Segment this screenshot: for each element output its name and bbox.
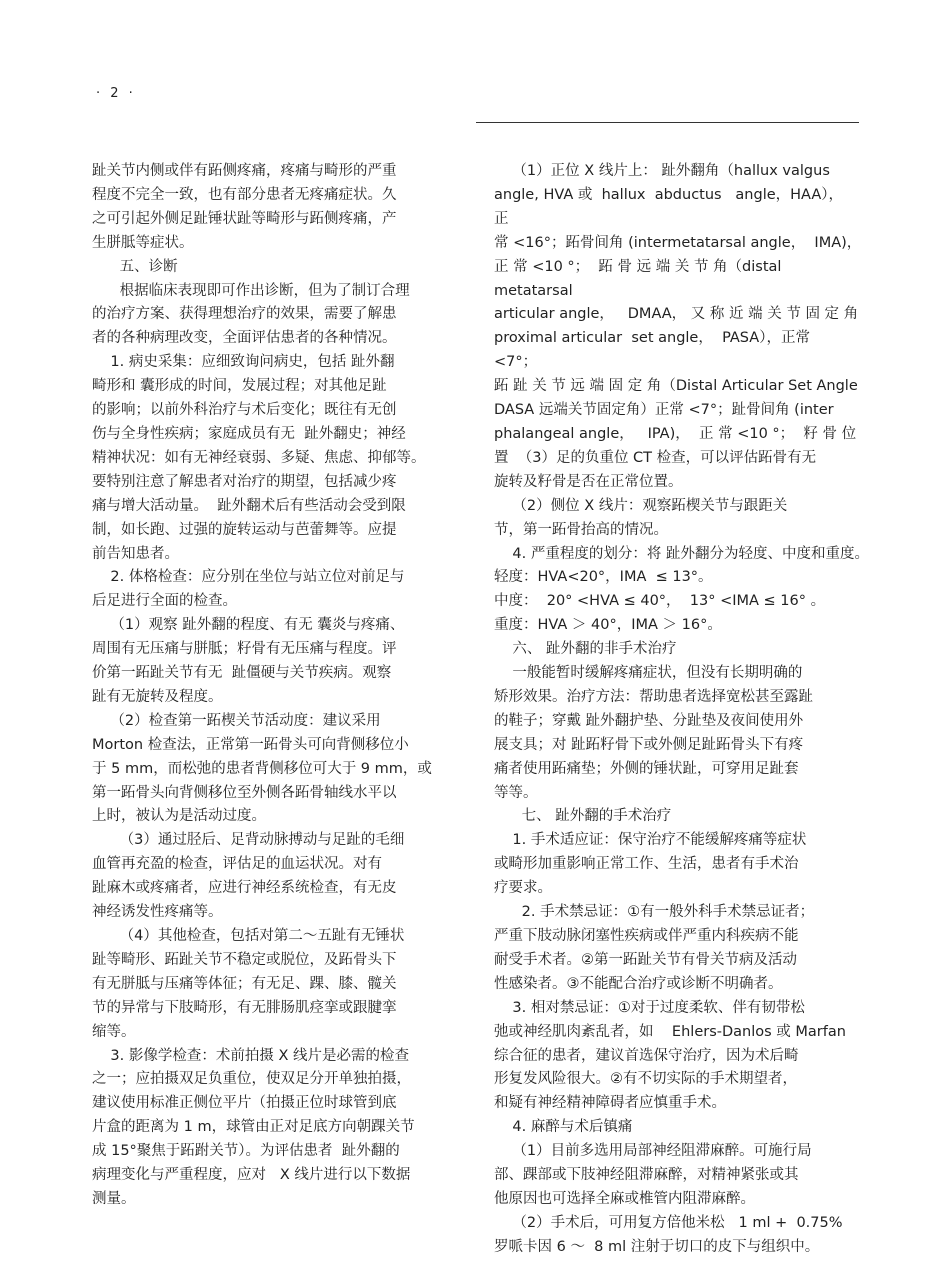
text-line: 测量。 xyxy=(92,1190,136,1207)
text-line: 要特别注意了解患者对治疗的期望，包括减少疼 xyxy=(92,473,397,490)
text-line: 4. 麻醉与术后镇痛 xyxy=(494,1119,633,1136)
text-line: 跖 趾 关 节 远 端 固 定 角（Distal Articular Set Angle xyxy=(494,378,858,395)
text-line: 趾关节内侧或伴有跖侧疼痛，疼痛与畸形的严重 xyxy=(92,163,397,179)
text-line: （1）目前多选用局部神经阻滞麻醉。可施行局 xyxy=(494,1143,812,1160)
text-line: 疗要求。 xyxy=(494,880,552,897)
text-line: 旋转及籽骨是否在正常位置。 xyxy=(494,473,683,490)
text-line: （1）正位 X 线片上： 趾外翻角（hallux valgus xyxy=(494,163,830,179)
text-line: 综合征的患者，建议首选保守治疗，因为术后畸 xyxy=(494,1047,799,1064)
text-line: DASA 远端关节固定角）正常 <7°；趾骨间角 (inter xyxy=(494,402,834,419)
text-line: 罗哌卡因 6 ～ 8 ml 注射于切口的皮下与组织中。 xyxy=(494,1238,820,1255)
text-line: 周围有无压痛与胼胝；籽骨有无压痛与程度。评 xyxy=(92,641,397,658)
text-line: 矫形效果。治疗方法：帮助患者选择宽松甚至露趾 xyxy=(494,688,813,705)
text-line: 后足进行全面的检查。 xyxy=(92,593,237,610)
text-line: 的影响；以前外科治疗与术后变化；既往有无创 xyxy=(92,402,397,419)
text-line: 缩等。 xyxy=(92,1023,136,1040)
text-line: 性感染者。③不能配合治疗或诊断不明确者。 xyxy=(494,975,783,992)
left-column xyxy=(92,160,468,1212)
text-line: angle, HVA 或 hallux abductus angle，HAA）， xyxy=(494,186,844,203)
text-line: Morton 检查法，正常第一跖骨头可向背侧移位小 xyxy=(92,736,409,753)
text-line: 病理变化与严重程度，应对 X 线片进行以下数据 xyxy=(92,1167,411,1184)
text-line: （2）检查第一跖楔关节活动度：建议采用 xyxy=(92,712,381,729)
text-line: 前告知患者。 xyxy=(92,545,179,562)
text-line: 1. 病史采集：应细致询问病史，包括 趾外翻 xyxy=(92,354,395,371)
text-line: 趾麻木或疼痛者，应进行神经系统检查，有无皮 xyxy=(92,880,397,897)
text-line: 节，第一跖骨抬高的情况。 xyxy=(494,521,668,538)
text-line: 正 xyxy=(494,210,509,227)
text-line: （2）手术后，可用复方倍他米松 1 ml + 0.75% xyxy=(494,1214,843,1231)
text-line: 程度不完全一致，也有部分患者无疼痛症状。久 xyxy=(92,186,397,203)
text-line: 的鞋子；穿戴 趾外翻护垫、分趾垫及夜间使用外 xyxy=(494,712,804,729)
text-line: 弛或神经肌肉紊乱者，如 Ehlers-Danlos 或 Marfan xyxy=(494,1023,846,1040)
text-line: <7°； xyxy=(494,354,538,371)
text-line: 趾有无旋转及程度。 xyxy=(92,688,223,705)
text-line: 之一；应拍摄双足负重位，使双足分开单独拍摄， xyxy=(92,1071,411,1088)
text-line: 有无胼胝与压痛等体征；有无足、踝、膝、髋关 xyxy=(92,975,397,992)
text-line: 2. 手术禁忌证：①有一般外科手术禁忌证者； xyxy=(494,904,815,921)
text-line: 神经诱发性疼痛等。 xyxy=(92,904,223,921)
text-line: 严重下肢动脉闭塞性疾病或伴严重内科疾病不能 xyxy=(494,928,799,944)
text-line: 3. 影像学检查：术前拍摄 X 线片是必需的检查 xyxy=(92,1047,410,1064)
text-line: 第一跖骨头向背侧移位至外侧各跖骨轴线水平以 xyxy=(92,784,397,801)
text-line: 或畸形加重影响正常工作、生活，患者有手术治 xyxy=(494,856,799,873)
text-line: 六、 趾外翻的非手术治疗 xyxy=(494,641,677,658)
text-line: 2. 体格检查：应分别在坐位与站立位对前足与 xyxy=(92,569,405,586)
text-line: 重度：HVA ＞ 40°，IMA ＞ 16°。 xyxy=(494,617,722,634)
text-line: 成 15°聚焦于跖跗关节）。为评估患者 趾外翻的 xyxy=(92,1143,400,1160)
text-line: 常 <16°；跖骨间角 (intermetatarsal angle， IMA)， xyxy=(494,234,862,251)
text-line: 痛与增大活动量。 趾外翻术后有些活动会受到限 xyxy=(92,497,406,514)
text-line: 部、踝部或下肢神经阻滞麻醉，对精神紧张或其 xyxy=(494,1167,799,1184)
text-line: 七、 趾外翻的手术治疗 xyxy=(494,808,672,825)
text-line: 者的各种病理改变，全面评估患者的各种情况。 xyxy=(92,330,397,347)
text-line: 的治疗方案、获得理想治疗的效果，需要了解患 xyxy=(92,306,397,323)
text-line: 于 5 mm，而松弛的患者背侧移位可大于 9 mm，或 xyxy=(92,760,432,777)
text-line: 展支具；对 趾跖籽骨下或外侧足趾跖骨头下有疼 xyxy=(494,736,804,753)
text-line: （4）其他检查，包括对第二～五趾有无锤状 xyxy=(92,928,405,944)
text-line: 节的异常与下肢畸形，有无腓肠肌痉挛或跟腱挛 xyxy=(92,999,397,1016)
text-line: 3. 相对禁忌证：①对于过度柔软、伴有韧带松 xyxy=(494,999,805,1016)
text-line: 趾等畸形、跖趾关节不稳定或脱位，及跖骨头下 xyxy=(92,951,397,968)
text-line: 畸形和 囊形成的时间，发展过程；对其他足趾 xyxy=(92,378,387,395)
text-line: 上时，被认为是活动过度。 xyxy=(92,808,266,825)
text-line: 生胼胝等症状。 xyxy=(92,234,194,251)
text-line: 之可引起外侧足趾锤状趾等畸形与跖侧疼痛，产 xyxy=(92,210,397,227)
page-number: · 2 · xyxy=(96,86,136,101)
text-line: articular angle， DMAA， 又 称 近 端 关 节 固 定 角 xyxy=(494,306,859,323)
text-line: 他原因也可选择全麻或椎管内阻滞麻醉。 xyxy=(494,1190,755,1207)
header-rule xyxy=(476,122,859,123)
right-column xyxy=(494,160,912,1260)
text-line: 4. 严重程度的划分：将 趾外翻分为轻度、中度和重度。 xyxy=(494,545,869,562)
text-line: 制，如长跑、过强的旋转运动与芭蕾舞等。应提 xyxy=(92,521,397,538)
text-line: 一般能暂时缓解疼痛症状，但没有长期明确的 xyxy=(494,665,803,682)
text-line: 痛者使用跖痛垫；外侧的锤状趾，可穿用足趾套 xyxy=(494,760,799,777)
text-line: 正 常 <10 °； 跖 骨 远 端 关 节 角（distal xyxy=(494,258,782,275)
text-line: 耐受手术者。②第一跖趾关节有骨关节病及活动 xyxy=(494,951,797,968)
text-line: 精神状况：如有无神经衰弱、多疑、焦虑、抑郁等。 xyxy=(92,449,426,466)
text-line: 血管再充盈的检查，评估足的血运状况。对有 xyxy=(92,856,396,873)
text-line: 建议使用标准正侧位平片（拍摄正位时球管到底 xyxy=(92,1095,397,1112)
text-line: 和疑有神经精神障碍者应慎重手术。 xyxy=(494,1095,726,1112)
text-line: （3）通过胫后、足背动脉搏动与足趾的毛细 xyxy=(92,832,405,849)
text-line: phalangeal angle， IPA)， 正 常 <10 °； 籽 骨 位 xyxy=(494,425,857,442)
text-line: 等等。 xyxy=(494,784,538,801)
text-line: 片盒的距离为 1 m，球管由正对足底方向朝踝关节 xyxy=(92,1119,415,1136)
text-line: 中度： 20° <HVA ≤ 40°， 13° <IMA ≤ 16° 。 xyxy=(494,593,826,610)
text-line: 轻度：HVA<20°，IMA ≤ 13°。 xyxy=(494,569,713,586)
text-line: 根据临床表现即可作出诊断，但为了制订合理 xyxy=(92,282,410,299)
text-line: （1）观察 趾外翻的程度、有无 囊炎与疼痛、 xyxy=(92,617,405,634)
text-line: 置 （3）足的负重位 CT 检查，可以评估跖骨有无 xyxy=(494,449,817,466)
text-line: （2）侧位 X 线片：观察跖楔关节与跟距关 xyxy=(494,497,788,514)
text-line: metatarsal xyxy=(494,282,573,299)
text-line: 形复发风险很大。②有不切实际的手术期望者， xyxy=(494,1071,797,1088)
text-line: 1. 手术适应证：保守治疗不能缓解疼痛等症状 xyxy=(494,832,807,849)
text-line: 五、诊断 xyxy=(92,258,178,275)
text-line: proximal articular set angle， PASA），正常 xyxy=(494,330,810,347)
text-line: 价第一跖趾关节有无 趾僵硬与关节疾病。观察 xyxy=(92,665,401,682)
text-line: 伤与全身性疾病；家庭成员有无 趾外翻史；神经 xyxy=(92,425,406,442)
